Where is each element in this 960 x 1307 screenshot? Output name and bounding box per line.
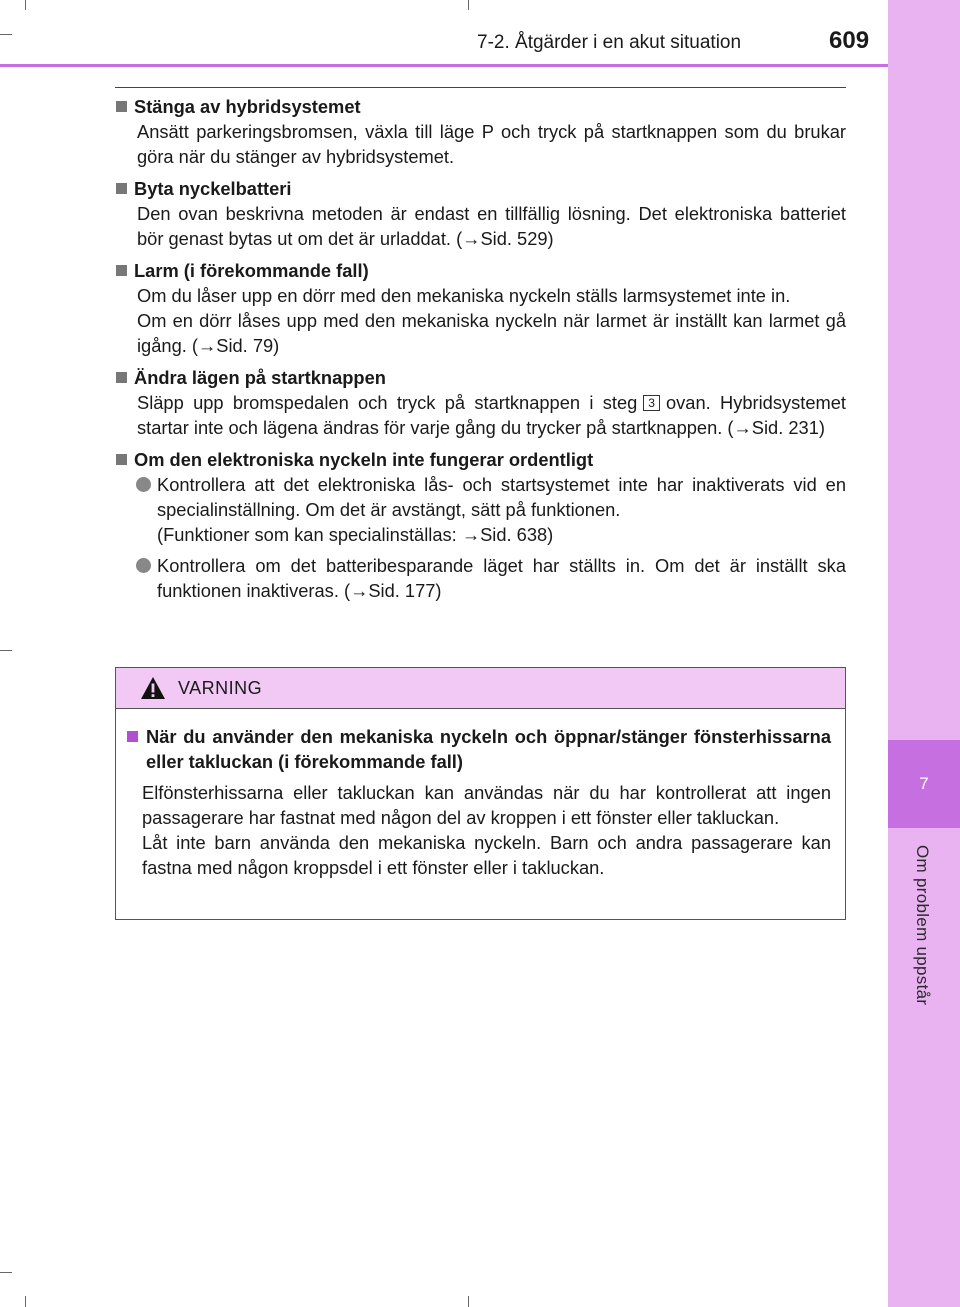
warning-body — [116, 709, 845, 880]
section-paragraph: Om en dörr låses upp med den mekaniska nyckeln när larmet är inställt kan larmet gå igång. (→Sid. 79) — [137, 310, 846, 356]
round-bullet-icon — [136, 477, 151, 492]
list-item: Kontrollera om det batteribesparande läget har ställts in. Om det är inställt ska funktionen inaktiveras. (→Sid. 177) — [116, 553, 846, 603]
crop-mark — [0, 650, 12, 651]
section-title: Ändra lägen på startknappen — [116, 365, 846, 390]
square-bullet-icon — [116, 454, 127, 465]
content-top-rule — [115, 87, 846, 88]
crop-mark — [0, 1272, 12, 1273]
page-number: 609 — [829, 27, 870, 54]
chapter-sidebar — [888, 0, 960, 1307]
section-key-not-working — [116, 447, 846, 603]
list-item: Kontrollera att det elektroniska lås- och startsystemet inte har inaktiverats vid en specialinställning. Om det är avstängt, sätt på funktionen. (Funktioner som kan specialinställas: →Sid. 638) — [116, 472, 846, 547]
warning-label: VARNING — [178, 677, 263, 698]
section-key-battery — [116, 176, 846, 251]
crop-mark — [25, 0, 26, 10]
chapter-number-tab — [888, 740, 960, 828]
chapter-number: 7 — [919, 774, 929, 793]
round-bullet-icon — [136, 558, 151, 573]
crop-mark — [0, 34, 12, 35]
square-bullet-icon — [127, 731, 138, 742]
section-paragraph: Släpp upp bromspedalen och tryck på startknappen i steg 3 ovan. Hybridsystemet startar inte och lägena ändras för varje gång du trycker på startknappen. (→Sid. 231) — [137, 392, 846, 438]
crop-mark — [468, 1296, 469, 1307]
section-title: Om den elektroniska nyckeln inte fungerar ordentligt — [116, 447, 846, 472]
step-reference: 3 — [643, 395, 660, 411]
warning-header — [116, 668, 845, 709]
section-alarm — [116, 258, 846, 358]
header-rule — [0, 64, 888, 67]
section-paragraph: Ansätt parkeringsbromsen, växla till läge P och tryck på startknappen som du brukar göra när du stänger av hybridsystemet. — [137, 121, 846, 167]
crop-mark — [468, 0, 469, 10]
warning-section-title: När du använder den mekaniska nyckeln och öppnar/stänger fönsterhissarna eller takluckan (i förekommande fall) — [127, 724, 831, 774]
main-content — [116, 94, 846, 610]
section-title: Larm (i förekommande fall) — [116, 258, 846, 283]
section-header: 7-2. Åtgärder i en akut situation — [477, 32, 742, 53]
section-paragraph: Om du låser upp en dörr med den mekaniska nyckeln ställs larmsystemet inte in. — [137, 285, 791, 306]
crop-mark — [25, 1296, 26, 1307]
section-title: Byta nyckelbatteri — [116, 176, 846, 201]
square-bullet-icon — [116, 101, 127, 112]
chapter-title: Om problem uppstår — [913, 845, 932, 1006]
section-paragraph: Den ovan beskrivna metoden är endast en tillfällig lösning. Det elektroniska batteriet bör genast bytas ut om det är urladdat. (→Sid. 529) — [137, 203, 846, 249]
square-bullet-icon — [116, 183, 127, 194]
section-start-button-modes — [116, 365, 846, 440]
warning-paragraph: Elfönsterhissarna eller takluckan kan användas när du har kontrollerat att ingen passagerare har fastnat med någon del av kroppen i ett fönster eller takluckan. Låt inte barn använda den mekaniska nyckeln. Barn och andra passagerare kan fastna med någon kroppsdel i ett fönster eller i takluckan. — [142, 782, 831, 878]
warning-triangle-icon — [140, 676, 166, 700]
square-bullet-icon — [116, 265, 127, 276]
section-title: Stänga av hybridsystemet — [116, 94, 846, 119]
section-turn-off-hybrid — [116, 94, 846, 169]
square-bullet-icon — [116, 372, 127, 383]
warning-box — [115, 667, 846, 920]
